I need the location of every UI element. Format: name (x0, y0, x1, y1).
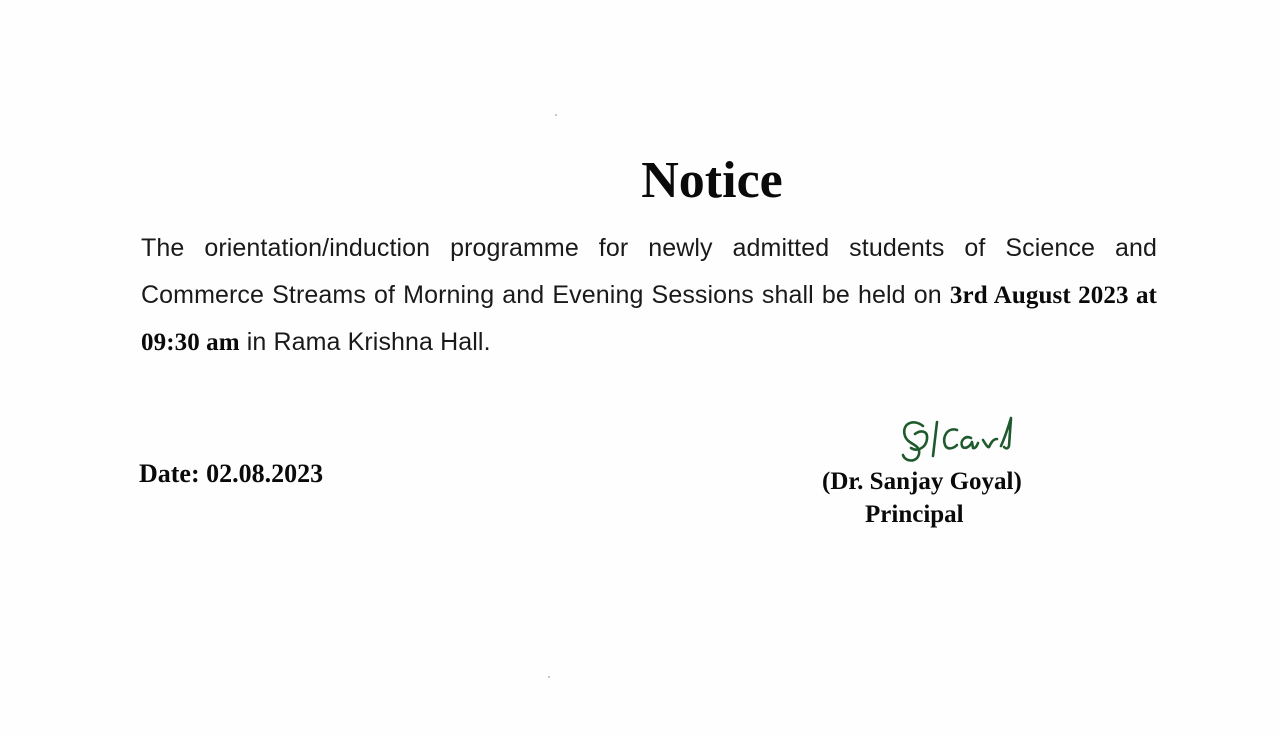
notice-body (141, 225, 1157, 366)
date-value: 02.08.2023 (206, 459, 324, 488)
signatory-name: (Dr. Sanjay Goyal) (822, 468, 1022, 495)
notice-title: Notice (641, 152, 783, 209)
principal-signature (895, 412, 1020, 470)
scan-speck (555, 114, 557, 116)
date-label: Date: (139, 459, 200, 488)
notice-body-text-end: in Rama Krishna Hall. (239, 328, 491, 356)
scan-speck (548, 676, 550, 678)
signatory-title: Principal (865, 501, 964, 528)
notice-date (139, 458, 323, 490)
notice-event-datetime: 3rd August 2023 at 09:30 am (141, 282, 1157, 356)
notice-body-text-start: The orientation/induction programme for newly admitted students of Science and Commerce Streams of Morning and Evening Sessions shall be held on (141, 234, 1157, 309)
